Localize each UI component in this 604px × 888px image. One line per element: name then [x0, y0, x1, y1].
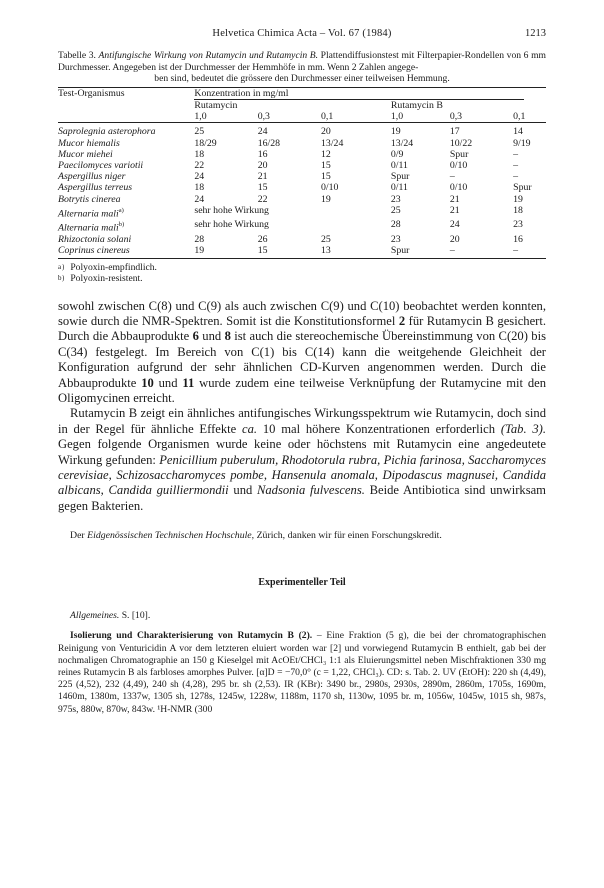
- table-cell: 21: [257, 171, 268, 183]
- concentration-header: 1,0: [194, 111, 257, 123]
- paragraph-2: Rutamycin B zeigt ein ähnliches antifungisches Wirkungsspektrum wie Rutamycin, doch sind in der Regel für ähnliche Effekte ca. 10 mal höhere Konzentrationen erforderlich (Tab. 3). Gegen folgende Organismen wurde keine oder höchstens mit Rutamycin eine angedeutete Wirkung gefunden: Penicillium puberulum, Rhodotorula rubra, Pichia farinosa, Saccharomyces cerevisiae, Schizosaccharomyces pombe, Hansenula anomala, Dipodascus magnusei, Candida albicans, Candida guilliermondii und Nadsonia fulvescens. Beide Antibiotica sind unwirksam gegen Bakterien.: [58, 406, 547, 513]
- running-header: [58, 28, 546, 44]
- table-cell: 19: [513, 193, 523, 205]
- table-cell: 9/19: [513, 137, 531, 149]
- table-cell: 25: [390, 204, 401, 216]
- table-row: [58, 219, 546, 233]
- concentration-header: 0,1: [513, 111, 546, 123]
- antifungal-table: [58, 87, 546, 258]
- table-cell: –: [513, 148, 519, 160]
- table-cell: –: [449, 244, 455, 256]
- concentration-row: [58, 111, 546, 123]
- journal-title: Helvetica Chimica Acta – Vol. 67 (1984): [212, 28, 392, 39]
- table-cell: 0/10: [449, 160, 468, 171]
- table-caption: [58, 50, 546, 85]
- section-title: Experimenteller Teil: [258, 577, 346, 589]
- header-group-rutamycin-b: Rutamycin B: [390, 99, 443, 111]
- table-row: [58, 160, 546, 171]
- table-row: [58, 194, 546, 205]
- table-cell: 22: [194, 160, 205, 171]
- organism-name: Aspergillus niger: [58, 171, 126, 183]
- header-group-rutamycin: Rutamycin: [194, 99, 238, 111]
- table-cell: 0/11: [390, 160, 408, 171]
- organism-name: Aspergillus terreus: [58, 182, 133, 194]
- caption-label: Tabelle 3.: [58, 50, 96, 61]
- table-cell: 24: [449, 219, 460, 231]
- concentration-header: 0,1: [321, 111, 391, 123]
- table-row: [58, 182, 546, 193]
- table-cell: 24: [194, 171, 205, 183]
- table-cell: 19: [194, 244, 205, 256]
- wide-value: sehr hohe Wirkung: [194, 204, 269, 216]
- isolation-paragraph: Isolierung und Charakterisierung von Rutamycin B (2). – Eine Fraktion (5 g), die bei der chromatographischen Reinigung von Venturicidin A vor dem letzteren eluiert worden war [2] und vorwiegend Rutamycin B enthielt, gab bei der nochmaligen Chromatographie an 150 g Kieselgel mit AcOEt/CHCl₃ 1:1 als Eluierungsmittel neben Mischfraktionen 330 mg reines Rutamycin B als farbloses amorphes Pulver. [α]D = −70,0° (c = 1,22, CHCl₃). CD: s. Tab. 2. UV (EtOH): 220 sh (4,49), 225 (4,52), 232 (4,49), 240 sh (4,28), 295 br. sh (2,53). IR (KBr): 3490 br., 2980s, 2930s, 2890m, 2860m, 1705s, 1690m, 1460m, 1380m, 1337w, 1305 sh, 1278s, 1245w, 1228w, 1188m, 1170 sh, 1130w, 1095 br. m, 1056w, 1045w, 1015 sh, 987s, 975s, 880w, 870w, 843w. ¹H-NMR (300: [58, 630, 546, 715]
- organism-name: Botrytis cinerea: [58, 193, 121, 205]
- table-cell: 13: [321, 244, 331, 256]
- organism-name: Mucor miehei: [58, 148, 113, 160]
- table-cell: 15: [321, 171, 331, 183]
- table-cell: 24: [257, 126, 268, 138]
- table-cell: 15: [321, 160, 331, 171]
- page-number: 1213: [525, 28, 546, 39]
- table-cell: 16: [513, 233, 523, 245]
- table-cell: –: [513, 171, 519, 183]
- table-cell: 25: [321, 233, 331, 245]
- table-cell: 23: [390, 233, 401, 245]
- table-cell: Spur: [449, 148, 469, 160]
- table-cell: Spur: [513, 182, 532, 194]
- table-cell: 12: [321, 148, 331, 160]
- table-cell: 23: [390, 193, 401, 205]
- table-cell: 24: [194, 193, 205, 205]
- table-cell: 18/29: [194, 137, 217, 149]
- caption-tail: ben sind, bedeutet die grössere den Durchmesser einer teilweisen Hemmung.: [154, 73, 450, 85]
- table-cell: 20: [449, 233, 460, 245]
- table-cell: 22: [257, 193, 268, 205]
- table-cell: 10/22: [449, 137, 473, 149]
- organism-name: Paecilomyces variotii: [58, 160, 144, 171]
- table-cell: 18: [194, 182, 205, 194]
- footnote: b) Polyoxin-resistent.: [58, 273, 143, 285]
- table-row: [58, 245, 546, 258]
- table-cell: 19: [390, 126, 401, 138]
- table-cell: 16/28: [257, 137, 281, 149]
- table-bottom-rule: [58, 258, 546, 259]
- allgemeines: Allgemeines. S. [10].: [70, 610, 151, 622]
- table-cell: 13/24: [321, 137, 344, 149]
- table-row: [58, 205, 546, 219]
- concentration-header: 1,0: [391, 111, 450, 123]
- table-cell: 15: [257, 244, 268, 256]
- table-cell: 17: [449, 126, 460, 138]
- organism-name: Coprinus cinereus: [58, 244, 130, 256]
- table-cell: 26: [257, 233, 268, 245]
- table-footnotes: [58, 262, 546, 284]
- header-organism: Test-Organismus: [58, 87, 194, 100]
- wide-value: sehr hohe Wirkung: [194, 219, 269, 231]
- page: [58, 28, 546, 716]
- table-cell: 18: [194, 148, 205, 160]
- footnote: a) Polyoxin-empfindlich.: [58, 262, 157, 274]
- acknowledgement: Der Eidgenössischen Technischen Hochschule, Zürich, danken wir für einen Forschungskredit.: [70, 530, 442, 542]
- table-cell: 0/11: [390, 182, 408, 194]
- organism-name: Alternaria mali$^{b)}$: [58, 221, 125, 234]
- table-cell: 28: [194, 233, 205, 245]
- table-row: [58, 234, 546, 245]
- table-cell: 19: [321, 193, 331, 205]
- caption-title: Antifungische Wirkung von Rutamycin und Rutamycin B.: [98, 50, 319, 61]
- table-cell: Spur: [390, 171, 410, 183]
- table-cell: 14: [513, 126, 523, 138]
- organism-name: Alternaria mali$^{a)}$: [58, 206, 124, 220]
- table-row: [58, 123, 546, 138]
- table-cell: 21: [449, 193, 460, 205]
- table-cell: 20: [257, 160, 268, 171]
- table-cell: 13/24: [390, 137, 414, 149]
- table-row: [58, 149, 546, 160]
- organism-name: Mucor hiemalis: [58, 137, 120, 149]
- table-cell: 15: [257, 182, 268, 194]
- header-concentration: Konzentration in mg/ml: [194, 87, 546, 100]
- table-row: [58, 171, 546, 182]
- organism-name: Saprolegnia asterophora: [58, 126, 156, 138]
- table-cell: 0/10: [321, 182, 339, 194]
- table-cell: 28: [390, 219, 401, 231]
- concentration-header: 0,3: [258, 111, 321, 123]
- table-cell: 0/9: [390, 148, 404, 160]
- organism-name: Rhizoctonia solani: [58, 233, 132, 245]
- table-cell: 21: [449, 204, 460, 216]
- caption-text: Plattendiffusionstest mit Filterpapier-Rondellen von 6 mm Durchmesser. Angegeben ist der Durchmesser der Hemmhöfe in mm. Wenn 2 Zahlen angege-: [58, 50, 547, 73]
- body-text: [58, 299, 546, 515]
- table-cell: –: [513, 244, 519, 256]
- paragraph-1: sowohl zwischen C(8) und C(9) als auch zwischen C(9) und C(10) beobachtet werden konnten, sowie durch die NMR-Spektren. Somit ist die Konstitutionsformel 2 für Rutamycin B gesichert. Durch die Abbauprodukte 6 und 8 ist auch die stereochemische Übereinstimmung von C(20) bis C(34) festgelegt. Im Bereich von C(1) bis C(14) kann die weitgehende Gleichheit der Konfiguration aufgrund der sehr ähnlichen CD-Kurven angenommen werden. Durch die Abbauprodukte 10 und 11 wurde zudem eine teilweise Verknüpfung der Rutamycine mit den Oligomycinen erreicht.: [58, 298, 547, 405]
- table-cell: –: [449, 171, 455, 183]
- table-cell: 23: [513, 219, 523, 231]
- table-cell: 0/10: [449, 182, 468, 194]
- table-cell: 20: [321, 126, 331, 138]
- table-cell: –: [513, 160, 519, 171]
- table-row: [58, 138, 546, 149]
- table-cell: Spur: [390, 244, 410, 256]
- concentration-header: 0,3: [450, 111, 513, 123]
- table-cell: 16: [257, 148, 268, 160]
- table-cell: 25: [194, 126, 205, 138]
- table-cell: 18: [513, 204, 523, 216]
